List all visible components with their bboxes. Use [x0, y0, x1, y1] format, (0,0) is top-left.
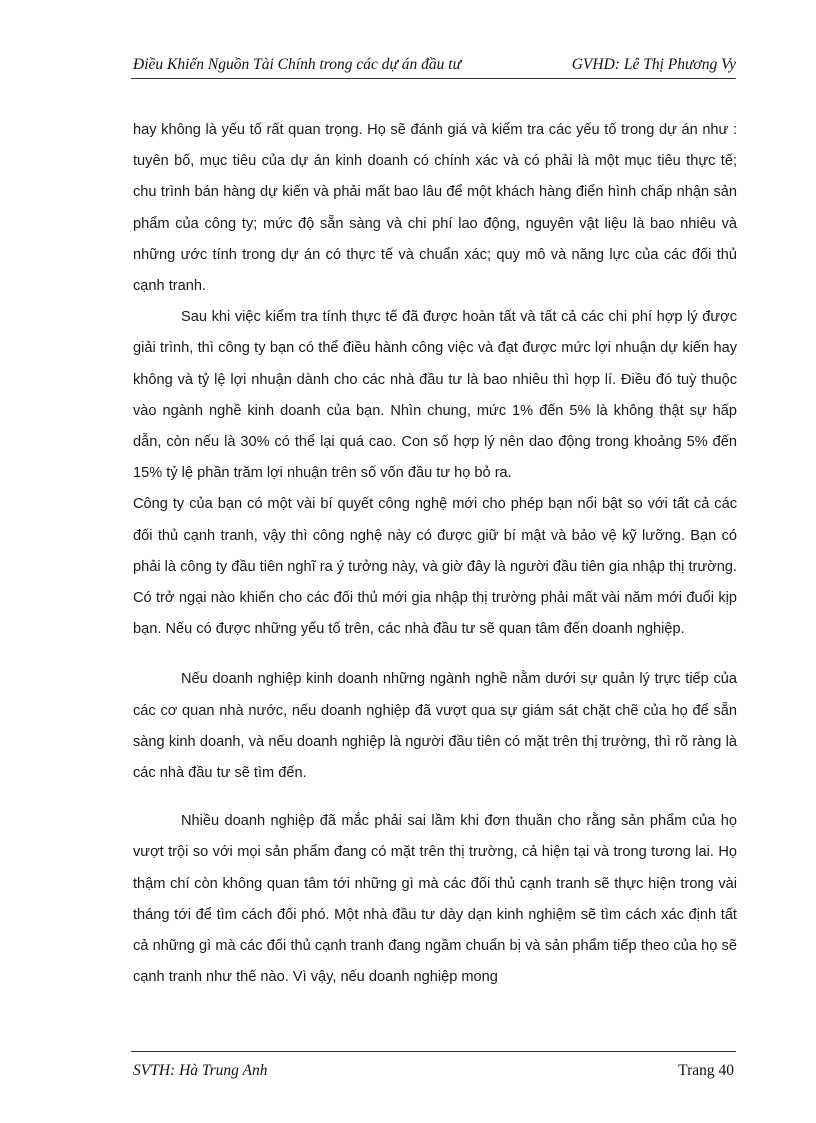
header-advisor: GVHD: Lê Thị Phương Vy — [571, 56, 736, 73]
page-header — [131, 50, 736, 79]
body-text — [133, 115, 737, 993]
paragraph-2: Sau khi việc kiểm tra tính thực tế đã được hoàn tất và tất cả các chi phí hợp lý được giải trình, thì công ty bạn có thể điều hành công việc và đạt được mức lợi nhuận dự kiến hay không và tỷ lệ lợi nhuận dành cho các nhà đầu tư là bao nhiêu thì hợp lí. Điều đó tuỳ thuộc vào ngành nghề kinh doanh của bạn. Nhìn chung, mức 1% đến 5% là không thật sự hấp dẫn, còn nếu là 30% có thể lại quá cao. Con số hợp lý nên dao động trong khoảng 5% đến 15% tỷ lệ phần trăm lợi nhuận trên số vốn đầu tư họ bỏ ra. — [133, 309, 737, 482]
paragraph-5: Nhiều doanh nghiệp đã mắc phải sai lầm khi đơn thuần cho rằng sản phẩm của họ vượt trội so với mọi sản phẩm đang có mặt trên thị trường, cả hiện tại và trong tương lai. Họ thậm chí còn không quan tâm tới những gì mà các đối thủ cạnh tranh sẽ thực hiện trong vài tháng tới để tìm cách đối phó. Một nhà đầu tư dày dạn kinh nghiệm sẽ tìm cách xác định tất cả những gì mà các đối thủ cạnh tranh đang ngầm chuẩn bị và sản phẩm tiếp theo của họ sẽ cạnh tranh như thế nào. Vì vậy, nếu doanh nghiệp mong — [133, 813, 737, 986]
header-document-title: Điều Khiển Nguồn Tài Chính trong các dự án đầu tư — [133, 56, 462, 73]
paragraph-3: Công ty của bạn có một vài bí quyết công nghệ mới cho phép bạn nổi bật so với tất cả các đối thủ cạnh tranh, vậy thì công nghệ này có được giữ bí mật và bảo vệ kỹ lưỡng. Bạn có phải là công ty đầu tiên nghĩ ra ý tưởng này, và giờ đây là người đầu tiên gia nhập thị trường. Có trở ngại nào khiến cho các đối thủ mới gia nhập thị trường phải mất vài năm mới đuổi kịp bạn. Nếu có được những yếu tố trên, các nhà đầu tư sẽ quan tâm đến doanh nghiệp. — [133, 496, 737, 638]
page-number: Trang 40 — [678, 1062, 734, 1079]
paragraph-4: Nếu doanh nghiệp kinh doanh những ngành nghề nằm dưới sự quản lý trực tiếp của các cơ quan nhà nước, nếu doanh nghiệp đã vượt qua sự giám sát chặt chẽ của họ để sẵn sàng kinh doanh, và nếu doanh nghiệp là người đầu tiên có mặt trên thị trường, thì rõ ràng là các nhà đầu tư sẽ tìm đến. — [133, 671, 737, 782]
page-footer — [131, 1051, 736, 1088]
footer-student: SVTH: Hà Trung Anh — [133, 1062, 268, 1079]
paragraph-1: hay không là yếu tố rất quan trọng. Họ sẽ đánh giá và kiểm tra các yếu tố trong dự án như : tuyên bố, mục tiêu của dự án kinh doanh có chính xác và có phải là một mục tiêu thực tế; chu trình bán hàng dự kiến và phải mất bao lâu để một khách hàng điển hình chấp nhận sản phẩm của công ty; mức độ sẵn sàng và chi phí lao động, nguyên vật liệu là bao nhiêu và những ước tính trong dự án có thực tế và chuẩn xác; quy mô và năng lực của các đối thủ cạnh tranh. — [133, 122, 737, 295]
